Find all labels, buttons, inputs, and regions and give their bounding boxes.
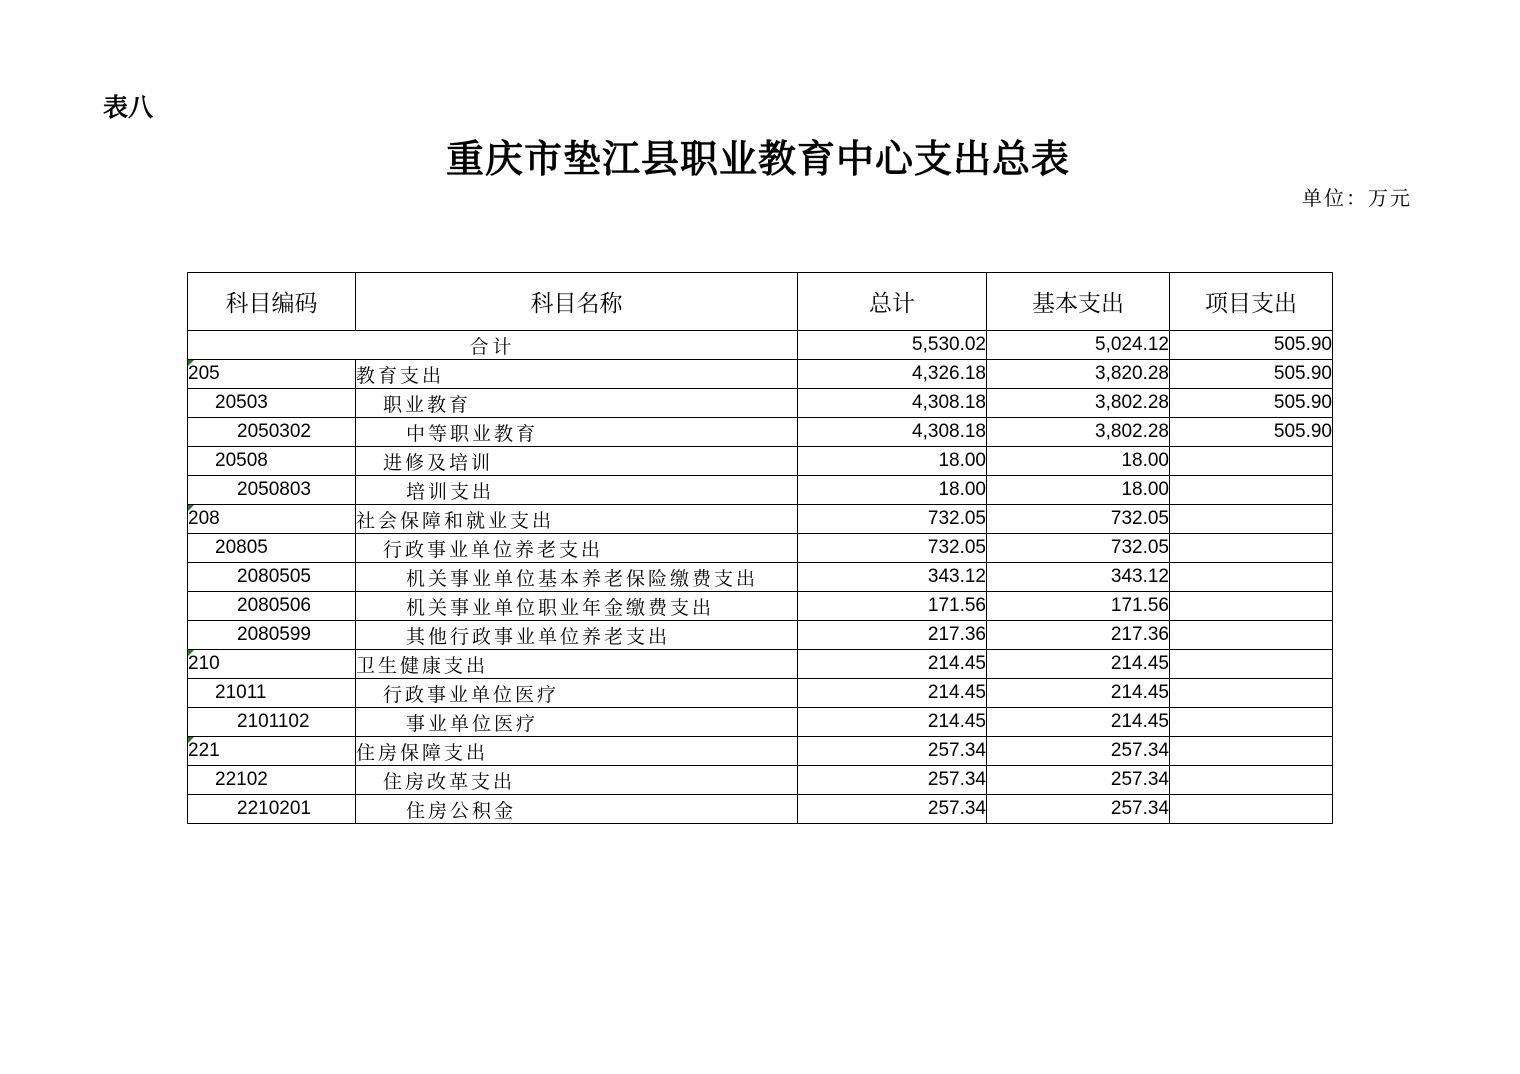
cell-name: 行政事业单位养老支出 xyxy=(356,534,798,563)
total-row xyxy=(188,331,1333,360)
cell-basic: 732.05 xyxy=(987,534,1170,563)
cell-code xyxy=(188,505,356,534)
cell-total: 171.56 xyxy=(798,592,987,621)
cell-name: 培训支出 xyxy=(356,476,798,505)
cell-name: 社会保障和就业支出 xyxy=(356,505,798,534)
cell-name: 机关事业单位基本养老保险缴费支出 xyxy=(356,563,798,592)
cell-code: 2210201 xyxy=(188,795,356,824)
cell-project: 505.90 xyxy=(1170,418,1333,447)
page-title: 重庆市垫江县职业教育中心支出总表 xyxy=(445,136,1070,181)
cell-project xyxy=(1170,563,1333,592)
table-row xyxy=(188,534,1333,563)
cell-project xyxy=(1170,766,1333,795)
table-row xyxy=(188,360,1333,389)
total-basic: 5,024.12 xyxy=(987,331,1170,360)
cell-total: 343.12 xyxy=(798,563,987,592)
cell-project xyxy=(1170,737,1333,766)
cell-code-text: 221 xyxy=(188,740,220,761)
cell-code: 20503 xyxy=(188,389,356,418)
cell-basic: 343.12 xyxy=(987,563,1170,592)
cell-project xyxy=(1170,592,1333,621)
cell-basic: 171.56 xyxy=(987,592,1170,621)
table-row xyxy=(188,476,1333,505)
cell-total: 4,308.18 xyxy=(798,418,987,447)
cell-name: 住房保障支出 xyxy=(356,737,798,766)
cell-name: 卫生健康支出 xyxy=(356,650,798,679)
total-label: 合计 xyxy=(188,331,798,360)
table-row xyxy=(188,418,1333,447)
cell-total: 214.45 xyxy=(798,650,987,679)
cell-flag-marker xyxy=(188,737,194,743)
cell-total: 217.36 xyxy=(798,621,987,650)
cell-total: 732.05 xyxy=(798,505,987,534)
cell-total: 257.34 xyxy=(798,737,987,766)
cell-code-text: 208 xyxy=(188,508,220,529)
expense-table xyxy=(187,272,1333,824)
cell-code xyxy=(188,650,356,679)
cell-project xyxy=(1170,621,1333,650)
table-row xyxy=(188,679,1333,708)
cell-code xyxy=(188,360,356,389)
table-row xyxy=(188,621,1333,650)
cell-basic: 214.45 xyxy=(987,708,1170,737)
cell-basic: 257.34 xyxy=(987,795,1170,824)
cell-basic: 732.05 xyxy=(987,505,1170,534)
cell-code-text: 205 xyxy=(188,363,220,384)
header-total: 总计 xyxy=(798,273,987,331)
cell-total: 214.45 xyxy=(798,679,987,708)
cell-code: 22102 xyxy=(188,766,356,795)
table-row xyxy=(188,766,1333,795)
cell-project xyxy=(1170,534,1333,563)
cell-flag-marker xyxy=(188,650,194,656)
unit-label: 单位：万元 xyxy=(1302,186,1412,210)
cell-basic: 214.45 xyxy=(987,650,1170,679)
cell-name: 教育支出 xyxy=(356,360,798,389)
cell-project: 505.90 xyxy=(1170,389,1333,418)
cell-code: 2080599 xyxy=(188,621,356,650)
table-row xyxy=(188,795,1333,824)
cell-total: 4,326.18 xyxy=(798,360,987,389)
cell-name: 中等职业教育 xyxy=(356,418,798,447)
cell-basic: 217.36 xyxy=(987,621,1170,650)
cell-name: 其他行政事业单位养老支出 xyxy=(356,621,798,650)
cell-project xyxy=(1170,447,1333,476)
cell-total: 4,308.18 xyxy=(798,389,987,418)
cell-flag-marker xyxy=(188,360,194,366)
cell-basic: 214.45 xyxy=(987,679,1170,708)
header-code: 科目编码 xyxy=(188,273,356,331)
header-name: 科目名称 xyxy=(356,273,798,331)
table-body xyxy=(188,331,1333,824)
cell-basic: 257.34 xyxy=(987,766,1170,795)
cell-name: 住房公积金 xyxy=(356,795,798,824)
table-label: 表八 xyxy=(103,93,154,122)
cell-total: 18.00 xyxy=(798,447,987,476)
cell-total: 257.34 xyxy=(798,766,987,795)
table-row xyxy=(188,389,1333,418)
cell-project xyxy=(1170,476,1333,505)
table-row xyxy=(188,447,1333,476)
cell-code: 2080505 xyxy=(188,563,356,592)
cell-code: 20508 xyxy=(188,447,356,476)
header-project: 项目支出 xyxy=(1170,273,1333,331)
cell-basic: 257.34 xyxy=(987,737,1170,766)
cell-project xyxy=(1170,795,1333,824)
cell-basic: 18.00 xyxy=(987,447,1170,476)
cell-flag-marker xyxy=(188,505,194,511)
table-row xyxy=(188,563,1333,592)
total-project: 505.90 xyxy=(1170,331,1333,360)
cell-basic: 18.00 xyxy=(987,476,1170,505)
cell-code xyxy=(188,737,356,766)
header-basic: 基本支出 xyxy=(987,273,1170,331)
cell-code: 2050803 xyxy=(188,476,356,505)
cell-basic: 3,802.28 xyxy=(987,418,1170,447)
cell-code: 2101102 xyxy=(188,708,356,737)
table-row xyxy=(188,592,1333,621)
table-row xyxy=(188,650,1333,679)
cell-name: 机关事业单位职业年金缴费支出 xyxy=(356,592,798,621)
table-row xyxy=(188,708,1333,737)
cell-total: 214.45 xyxy=(798,708,987,737)
cell-project: 505.90 xyxy=(1170,360,1333,389)
table-row xyxy=(188,737,1333,766)
total-total: 5,530.02 xyxy=(798,331,987,360)
cell-code: 2080506 xyxy=(188,592,356,621)
cell-code: 20805 xyxy=(188,534,356,563)
cell-basic: 3,802.28 xyxy=(987,389,1170,418)
cell-basic: 3,820.28 xyxy=(987,360,1170,389)
cell-name: 行政事业单位医疗 xyxy=(356,679,798,708)
cell-project xyxy=(1170,505,1333,534)
header-row xyxy=(188,273,1333,331)
cell-code: 21011 xyxy=(188,679,356,708)
cell-name: 住房改革支出 xyxy=(356,766,798,795)
cell-total: 18.00 xyxy=(798,476,987,505)
cell-code: 2050302 xyxy=(188,418,356,447)
cell-code-text: 210 xyxy=(188,653,220,674)
cell-project xyxy=(1170,708,1333,737)
cell-name: 事业单位医疗 xyxy=(356,708,798,737)
cell-name: 职业教育 xyxy=(356,389,798,418)
table-row xyxy=(188,505,1333,534)
cell-total: 732.05 xyxy=(798,534,987,563)
cell-name: 进修及培训 xyxy=(356,447,798,476)
table-header xyxy=(188,273,1333,331)
cell-project xyxy=(1170,679,1333,708)
cell-project xyxy=(1170,650,1333,679)
cell-total: 257.34 xyxy=(798,795,987,824)
